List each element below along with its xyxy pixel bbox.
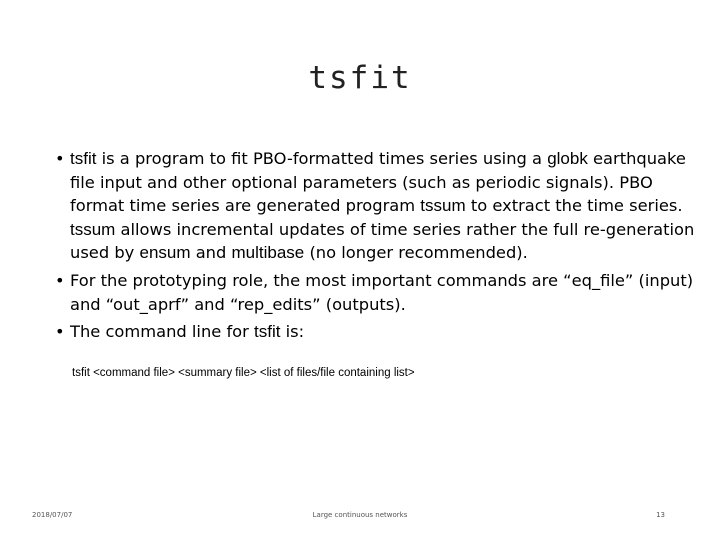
bullet-list [55, 147, 695, 348]
program-name: globk [547, 149, 588, 168]
footer-title: Large continuous networks [312, 511, 408, 519]
bullet-item [55, 147, 695, 265]
program-name: tsfit [70, 149, 97, 168]
program-name: tssum [70, 219, 116, 239]
bullet-dot-icon: • [55, 322, 65, 342]
footer-date: 2018/07/07 [32, 511, 73, 519]
bullet-text: and [190, 243, 232, 263]
program-name: multibase [231, 243, 305, 263]
bullet-text: The command line for [70, 322, 255, 342]
program-name: tssum [420, 196, 466, 216]
program-name: ensum [139, 243, 191, 263]
program-name: tsfit [254, 322, 281, 342]
bullet-item [55, 269, 695, 316]
bullet-text: to extract the time series. [465, 196, 683, 216]
bullet-text: is: [280, 322, 305, 342]
bullet-text: allows incremental updates of time series rather the full re-generation used by [70, 219, 695, 263]
bullet-text: (no longer recommended). [304, 243, 528, 263]
command-line-example: tsfit <command file> <summary file> <list of files/file containing list> [72, 367, 415, 379]
bullet-text: is a program to fit PBO-formatted times series using a [96, 149, 548, 168]
slide-title: tsfit [308, 60, 412, 96]
bullet-text: earthquake file input and other optional parameters (such as periodic signals). PBO format time series are generated program [70, 149, 686, 216]
bullet-dot-icon: • [55, 270, 65, 290]
footer-page-number: 13 [656, 511, 665, 519]
bullet-text: For the prototyping role, the most important commands are “eq_file” (input) and “out_aprf” and “rep_edits” (outputs). [70, 270, 694, 314]
bullet-dot-icon: • [55, 149, 65, 168]
bullet-item [55, 320, 695, 344]
